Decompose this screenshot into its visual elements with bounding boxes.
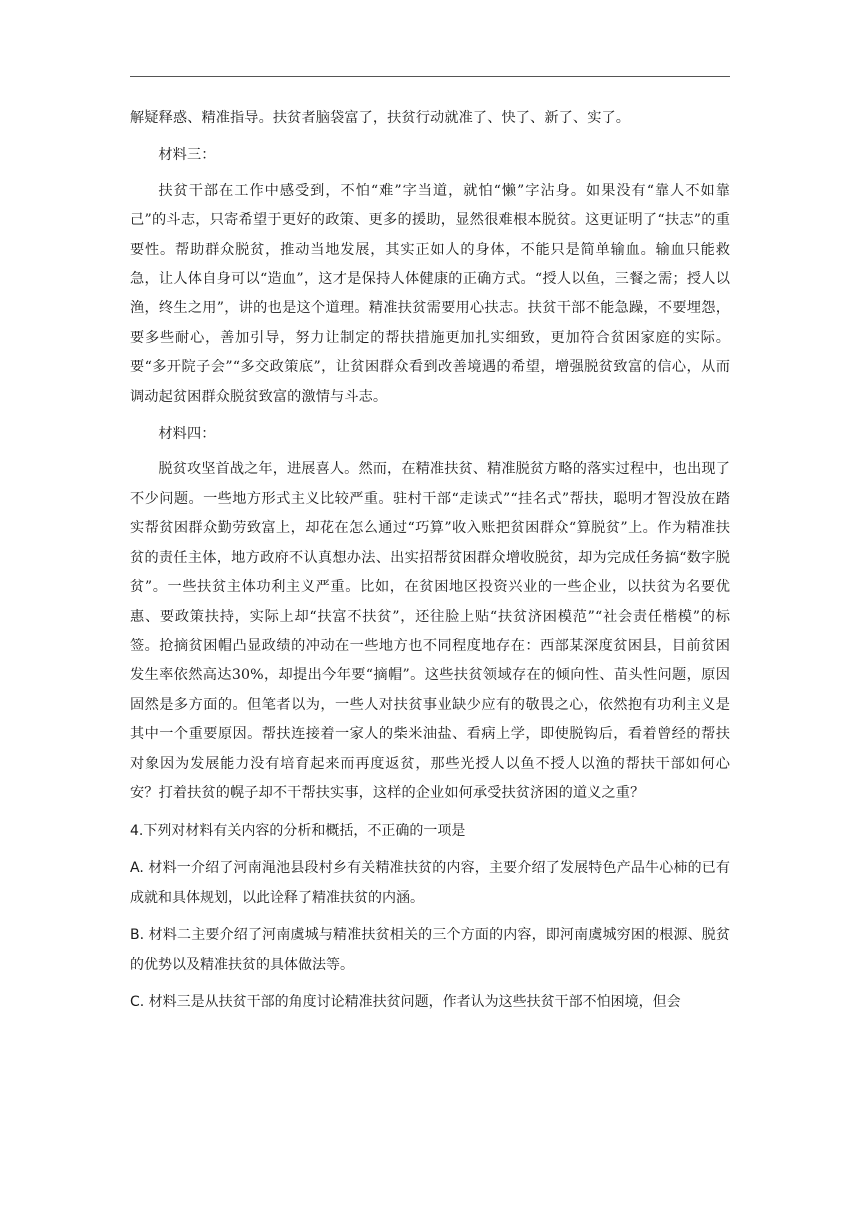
question-stem: 4.下列对材料有关内容的分析和概括，不正确的一项是 xyxy=(130,823,466,840)
section-heading-material-four: 材料四： xyxy=(158,426,216,443)
paragraph-material-three: 扶贫干部在工作中感受到，不怕“难”字当道，就怕“懒”字沾身。如果没有“靠人不如靠己”的斗志，只寄希望于更好的政策、更多的援助，显然很难根本脱贫。这更证明了“扶志”的重要性。帮助群众脱贫，推动当地发展，其实正如人的身体，不能只是简单输血。输血只能救急，让人体自身可以“造血”，这才是保持人体健康的正确方式。“授人以鱼，三餐之需；授人以渔，终生之用”，讲的也是这个道理。精准扶贫需要用心扶志。扶贫干部不能急躁，不要埋怨，要多些耐心，善加引导，努力让制定的帮扶措施更加扎实细致，更加符合贫困家庭的实际。要“多开院子会”“多交政策底”，让贫困群众看到改善境遇的希望，增强脱贫致富的信心，从而调动起贫困群众脱贫致富的激情与斗志。 xyxy=(130,182,730,405)
paragraph-continuation: 解疑释惑、精准指导。扶贫者脑袋富了，扶贫行动就准了、快了、新了、实了。 xyxy=(130,110,631,126)
section-heading-material-three: 材料三： xyxy=(158,147,216,164)
option-a: A. 材料一介绍了河南渑池县段村乡有关精准扶贫的内容，主要介绍了发展特色产品牛心柿的已有成就和具体规划，以此诠释了精准扶贫的内涵。 xyxy=(130,860,730,907)
paragraph-material-four: 脱贫攻坚首战之年，进展喜人。然而，在精准扶贫、精准脱贫方略的落实过程中，也出现了不少问题。一些地方形式主义比较严重。驻村干部“走读式”“挂名式”帮扶，聪明才智没放在踏实帮贫困群众勤劳致富上，却花在怎么通过“巧算”收入账把贫困群众“算脱贫”上。作为精准扶贫的责任主体，地方政府不认真想办法、出实招帮贫困群众增收脱贫，却为完成任务搞“数字脱贫”。一些扶贫主体功利主义严重。比如，在贫困地区投资兴业的一些企业，以扶贫为名要优惠、要政策扶持，实际上却“扶富不扶贫”，还往脸上贴“扶贫济困模范”“社会责任楷模”的标签。抢摘贫困帽凸显政绩的冲动在一些地方也不同程度地存在：西部某深度贫困县，目前贫困发生率依然高达30%，却提出今年要“摘帽”。这些扶贫领域存在的倾向性、苗头性问题，原因固然是多方面的。但笔者以为，一些人对扶贫事业缺少应有的敬畏之心，依然抱有功利主义是其中一个重要原因。帮扶连接着一家人的柴米油盐、看病上学，即使脱钩后，看着曾经的帮扶对象因为发展能力没有培育起来而再度返贫，那些光授人以鱼不授人以渔的帮扶干部如何心安？打着扶贫的幌子却不干帮扶实事，这样的企业如何承受扶贫济困的道义之重？ xyxy=(130,461,730,801)
header-rule xyxy=(130,76,730,77)
option-c: C. 材料三是从扶贫干部的角度讨论精准扶贫问题，作者认为这些扶贫干部不怕困境，但会 xyxy=(130,994,681,1011)
document-body xyxy=(130,104,730,1024)
question-block xyxy=(130,816,730,1017)
option-b: B. 材料二主要介绍了河南虞城与精准扶贫相关的三个方面的内容，即河南虞城穷困的根源、脱贫的优势以及精准扶贫的具体做法等。 xyxy=(130,927,730,974)
